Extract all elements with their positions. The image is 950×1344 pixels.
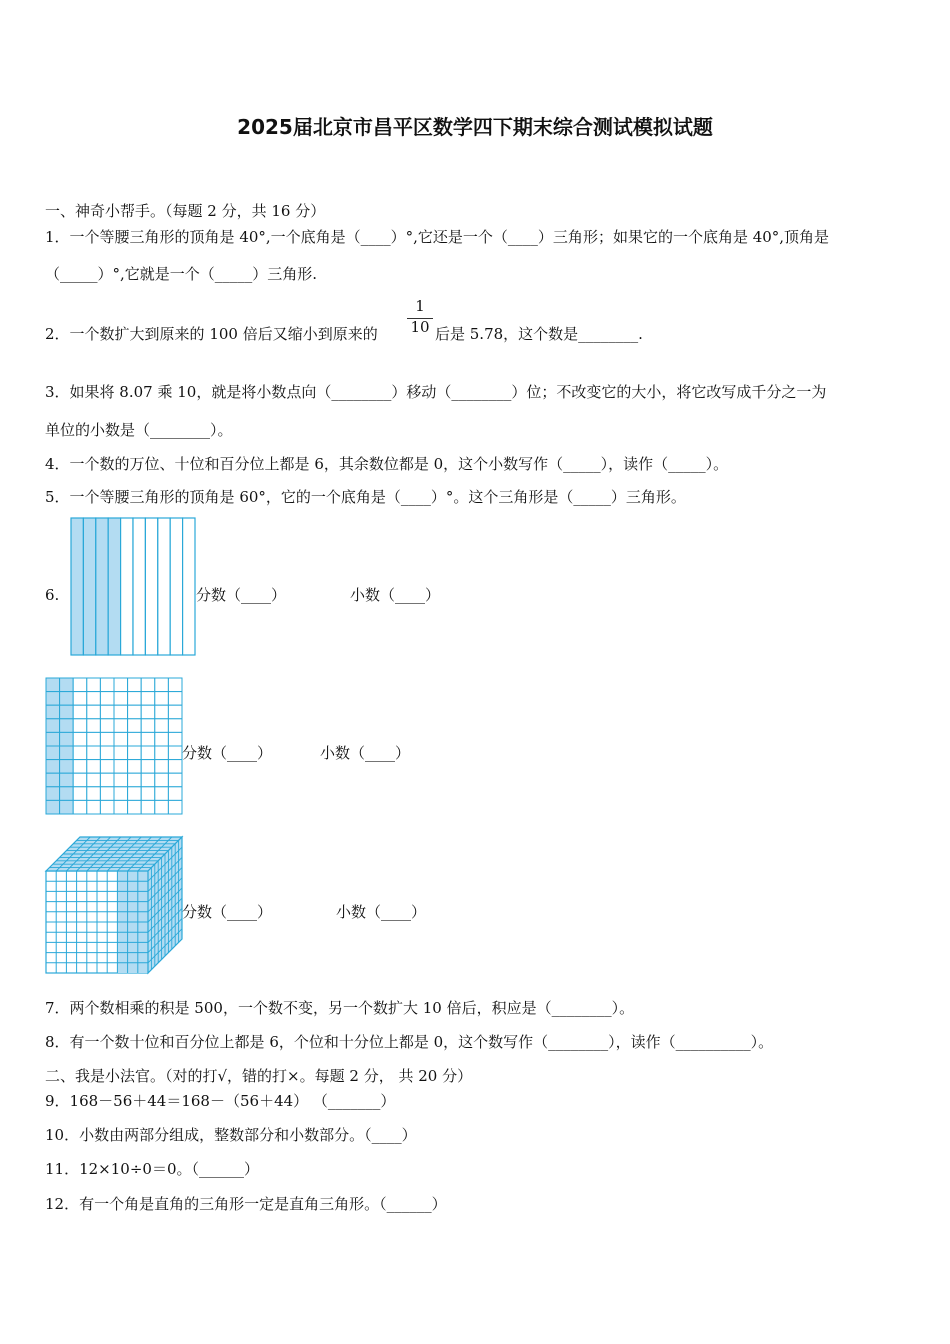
grid-cell [155, 705, 169, 719]
shaded-grid-cell [60, 787, 74, 801]
grid-cell [168, 800, 182, 814]
shaded-grid-cell [46, 800, 60, 814]
grid-cell [87, 732, 101, 746]
grid-cell [168, 705, 182, 719]
shaded-grid-cell [60, 760, 74, 774]
question-12: 12．有一个角是直角的三角形一定是直角三角形。（______） [45, 1195, 447, 1213]
grid-cell [114, 705, 128, 719]
shaded-grid-cell [60, 719, 74, 733]
grid-cell [168, 773, 182, 787]
question-2-text-after: 后是 5.78，这个数是________. [435, 325, 643, 343]
grid-cell [128, 705, 142, 719]
shaded-grid-cell [60, 692, 74, 706]
shaded-grid-cell [46, 773, 60, 787]
figure1-decimal-answer: 小数（____） [350, 586, 441, 604]
question-9: 9．168－56＋44＝168－（56＋44） （_______） [45, 1092, 396, 1110]
tenth-strip [133, 518, 145, 655]
tenth-strip [158, 518, 170, 655]
question-3-line1: 3．如果将 8.07 乘 10，就是将小数点向（________）移动（________）位；不改变它的大小，将它改写成千分之一为 [45, 383, 827, 401]
fraction-numerator: 1 [415, 297, 425, 315]
shaded-grid-cell [60, 746, 74, 760]
grid-cell [155, 800, 169, 814]
grid-cell [73, 800, 87, 814]
question-1-line1: 1．一个等腰三角形的顶角是 40°,一个底角是（____）°,它还是一个（____）三角形；如果它的一个底角是 40°,顶角是 [45, 228, 830, 246]
grid-cell [100, 800, 114, 814]
grid-cell [168, 787, 182, 801]
grid-cell [141, 705, 155, 719]
grid-cell [155, 678, 169, 692]
section2-heading: 二、我是小法官。（对的打√，错的打×。每题 2 分， 共 20 分） [45, 1067, 473, 1085]
tenth-strip [121, 518, 133, 655]
grid-cell [87, 719, 101, 733]
grid-cell [141, 732, 155, 746]
hundredths-grid-figure [45, 677, 183, 815]
grid-cell [168, 746, 182, 760]
grid-cell [100, 678, 114, 692]
grid-cell [73, 760, 87, 774]
shaded-grid-cell [60, 678, 74, 692]
grid-cell [87, 746, 101, 760]
tenth-strip [170, 518, 182, 655]
question-2-text: 2．一个数扩大到原来的 100 倍后又缩小到原来的 [45, 325, 378, 343]
grid-cell [155, 760, 169, 774]
shaded-grid-cell [46, 719, 60, 733]
question-7: 7．两个数相乘的积是 500，一个数不变，另一个数扩大 10 倍后，积应是（________）。 [45, 999, 635, 1017]
question-11: 11．12×10÷0＝0。（______） [45, 1160, 259, 1178]
grid-cell [155, 732, 169, 746]
grid-cell [87, 773, 101, 787]
page-title: 2025届北京市昌平区数学四下期末综合测试模拟试题 [237, 115, 713, 139]
grid-cell [155, 692, 169, 706]
grid-cell [114, 719, 128, 733]
grid-cell [128, 732, 142, 746]
grid-cell [141, 773, 155, 787]
grid-cell [128, 719, 142, 733]
grid-cell [168, 678, 182, 692]
grid-cell [141, 692, 155, 706]
fraction-one-tenth [407, 298, 433, 335]
figure2-fraction-answer: 分数（____） [182, 744, 273, 762]
question-4: 4．一个数的万位、十位和百分位上都是 6，其余数位都是 0，这个小数写作（_____），读作（_____）。 [45, 455, 729, 473]
tenths-bar-figure [70, 517, 197, 657]
shaded-grid-cell [46, 678, 60, 692]
figure1-fraction-answer: 分数（____） [196, 586, 287, 604]
grid-cell [73, 692, 87, 706]
figure3-fraction-answer: 分数（____） [182, 903, 273, 921]
grid-cell [114, 760, 128, 774]
grid-cell [73, 773, 87, 787]
grid-cell [100, 787, 114, 801]
thousand-cube-figure [44, 834, 184, 975]
grid-cell [168, 719, 182, 733]
grid-cell [114, 773, 128, 787]
grid-cell [100, 705, 114, 719]
grid-cell [141, 800, 155, 814]
grid-cell [114, 800, 128, 814]
shaded-tenth-strip [108, 518, 120, 655]
grid-cell [141, 760, 155, 774]
grid-cell [73, 746, 87, 760]
question-1-line2: （_____）°,它就是一个（_____）三角形. [45, 265, 318, 283]
grid-cell [141, 787, 155, 801]
grid-cell [155, 787, 169, 801]
grid-cell [73, 787, 87, 801]
tenth-strip [183, 518, 195, 655]
grid-cell [87, 787, 101, 801]
shaded-grid-cell [46, 705, 60, 719]
figure2-decimal-answer: 小数（____） [320, 744, 411, 762]
grid-cell [168, 760, 182, 774]
grid-cell [87, 705, 101, 719]
tenth-strip [145, 518, 157, 655]
section1-heading: 一、神奇小帮手。（每题 2 分，共 16 分） [45, 202, 326, 220]
grid-cell [73, 732, 87, 746]
shaded-grid-cell [46, 692, 60, 706]
shaded-grid-cell [46, 787, 60, 801]
grid-cell [128, 787, 142, 801]
grid-cell [73, 705, 87, 719]
grid-cell [128, 746, 142, 760]
shaded-grid-cell [60, 705, 74, 719]
grid-cell [114, 692, 128, 706]
figure3-decimal-answer: 小数（____） [336, 903, 427, 921]
grid-cell [155, 773, 169, 787]
grid-cell [128, 760, 142, 774]
grid-cell [155, 746, 169, 760]
grid-cell [100, 746, 114, 760]
grid-cell [128, 678, 142, 692]
shaded-tenth-strip [96, 518, 108, 655]
question-8: 8．有一个数十位和百分位上都是 6，个位和十分位上都是 0，这个数写作（________），读作（__________）。 [45, 1033, 774, 1051]
grid-cell [100, 760, 114, 774]
fraction-denominator: 10 [407, 318, 433, 335]
grid-cell [100, 719, 114, 733]
grid-cell [87, 678, 101, 692]
shaded-grid-cell [60, 732, 74, 746]
grid-cell [100, 773, 114, 787]
shaded-grid-cell [46, 760, 60, 774]
grid-cell [168, 732, 182, 746]
grid-cell [114, 732, 128, 746]
grid-cell [100, 692, 114, 706]
grid-cell [141, 678, 155, 692]
shaded-grid-cell [46, 732, 60, 746]
question-6-number: 6. [45, 586, 60, 604]
question-3-line2: 单位的小数是（________）。 [45, 421, 233, 439]
grid-cell [100, 732, 114, 746]
shaded-grid-cell [60, 800, 74, 814]
grid-cell [114, 678, 128, 692]
shaded-tenth-strip [71, 518, 83, 655]
question-5: 5．一个等腰三角形的顶角是 60°，它的一个底角是（____）°。这个三角形是（_____）三角形。 [45, 488, 686, 506]
grid-cell [73, 719, 87, 733]
grid-cell [87, 800, 101, 814]
question-10: 10．小数由两部分组成，整数部分和小数部分。（____） [45, 1126, 417, 1144]
grid-cell [114, 787, 128, 801]
shaded-grid-cell [46, 746, 60, 760]
grid-cell [155, 719, 169, 733]
grid-cell [73, 678, 87, 692]
grid-cell [87, 692, 101, 706]
grid-cell [87, 760, 101, 774]
grid-cell [168, 692, 182, 706]
shaded-tenth-strip [83, 518, 95, 655]
grid-cell [128, 692, 142, 706]
shaded-grid-cell [60, 773, 74, 787]
grid-cell [141, 719, 155, 733]
grid-cell [128, 773, 142, 787]
grid-cell [114, 746, 128, 760]
grid-cell [128, 800, 142, 814]
grid-cell [141, 746, 155, 760]
